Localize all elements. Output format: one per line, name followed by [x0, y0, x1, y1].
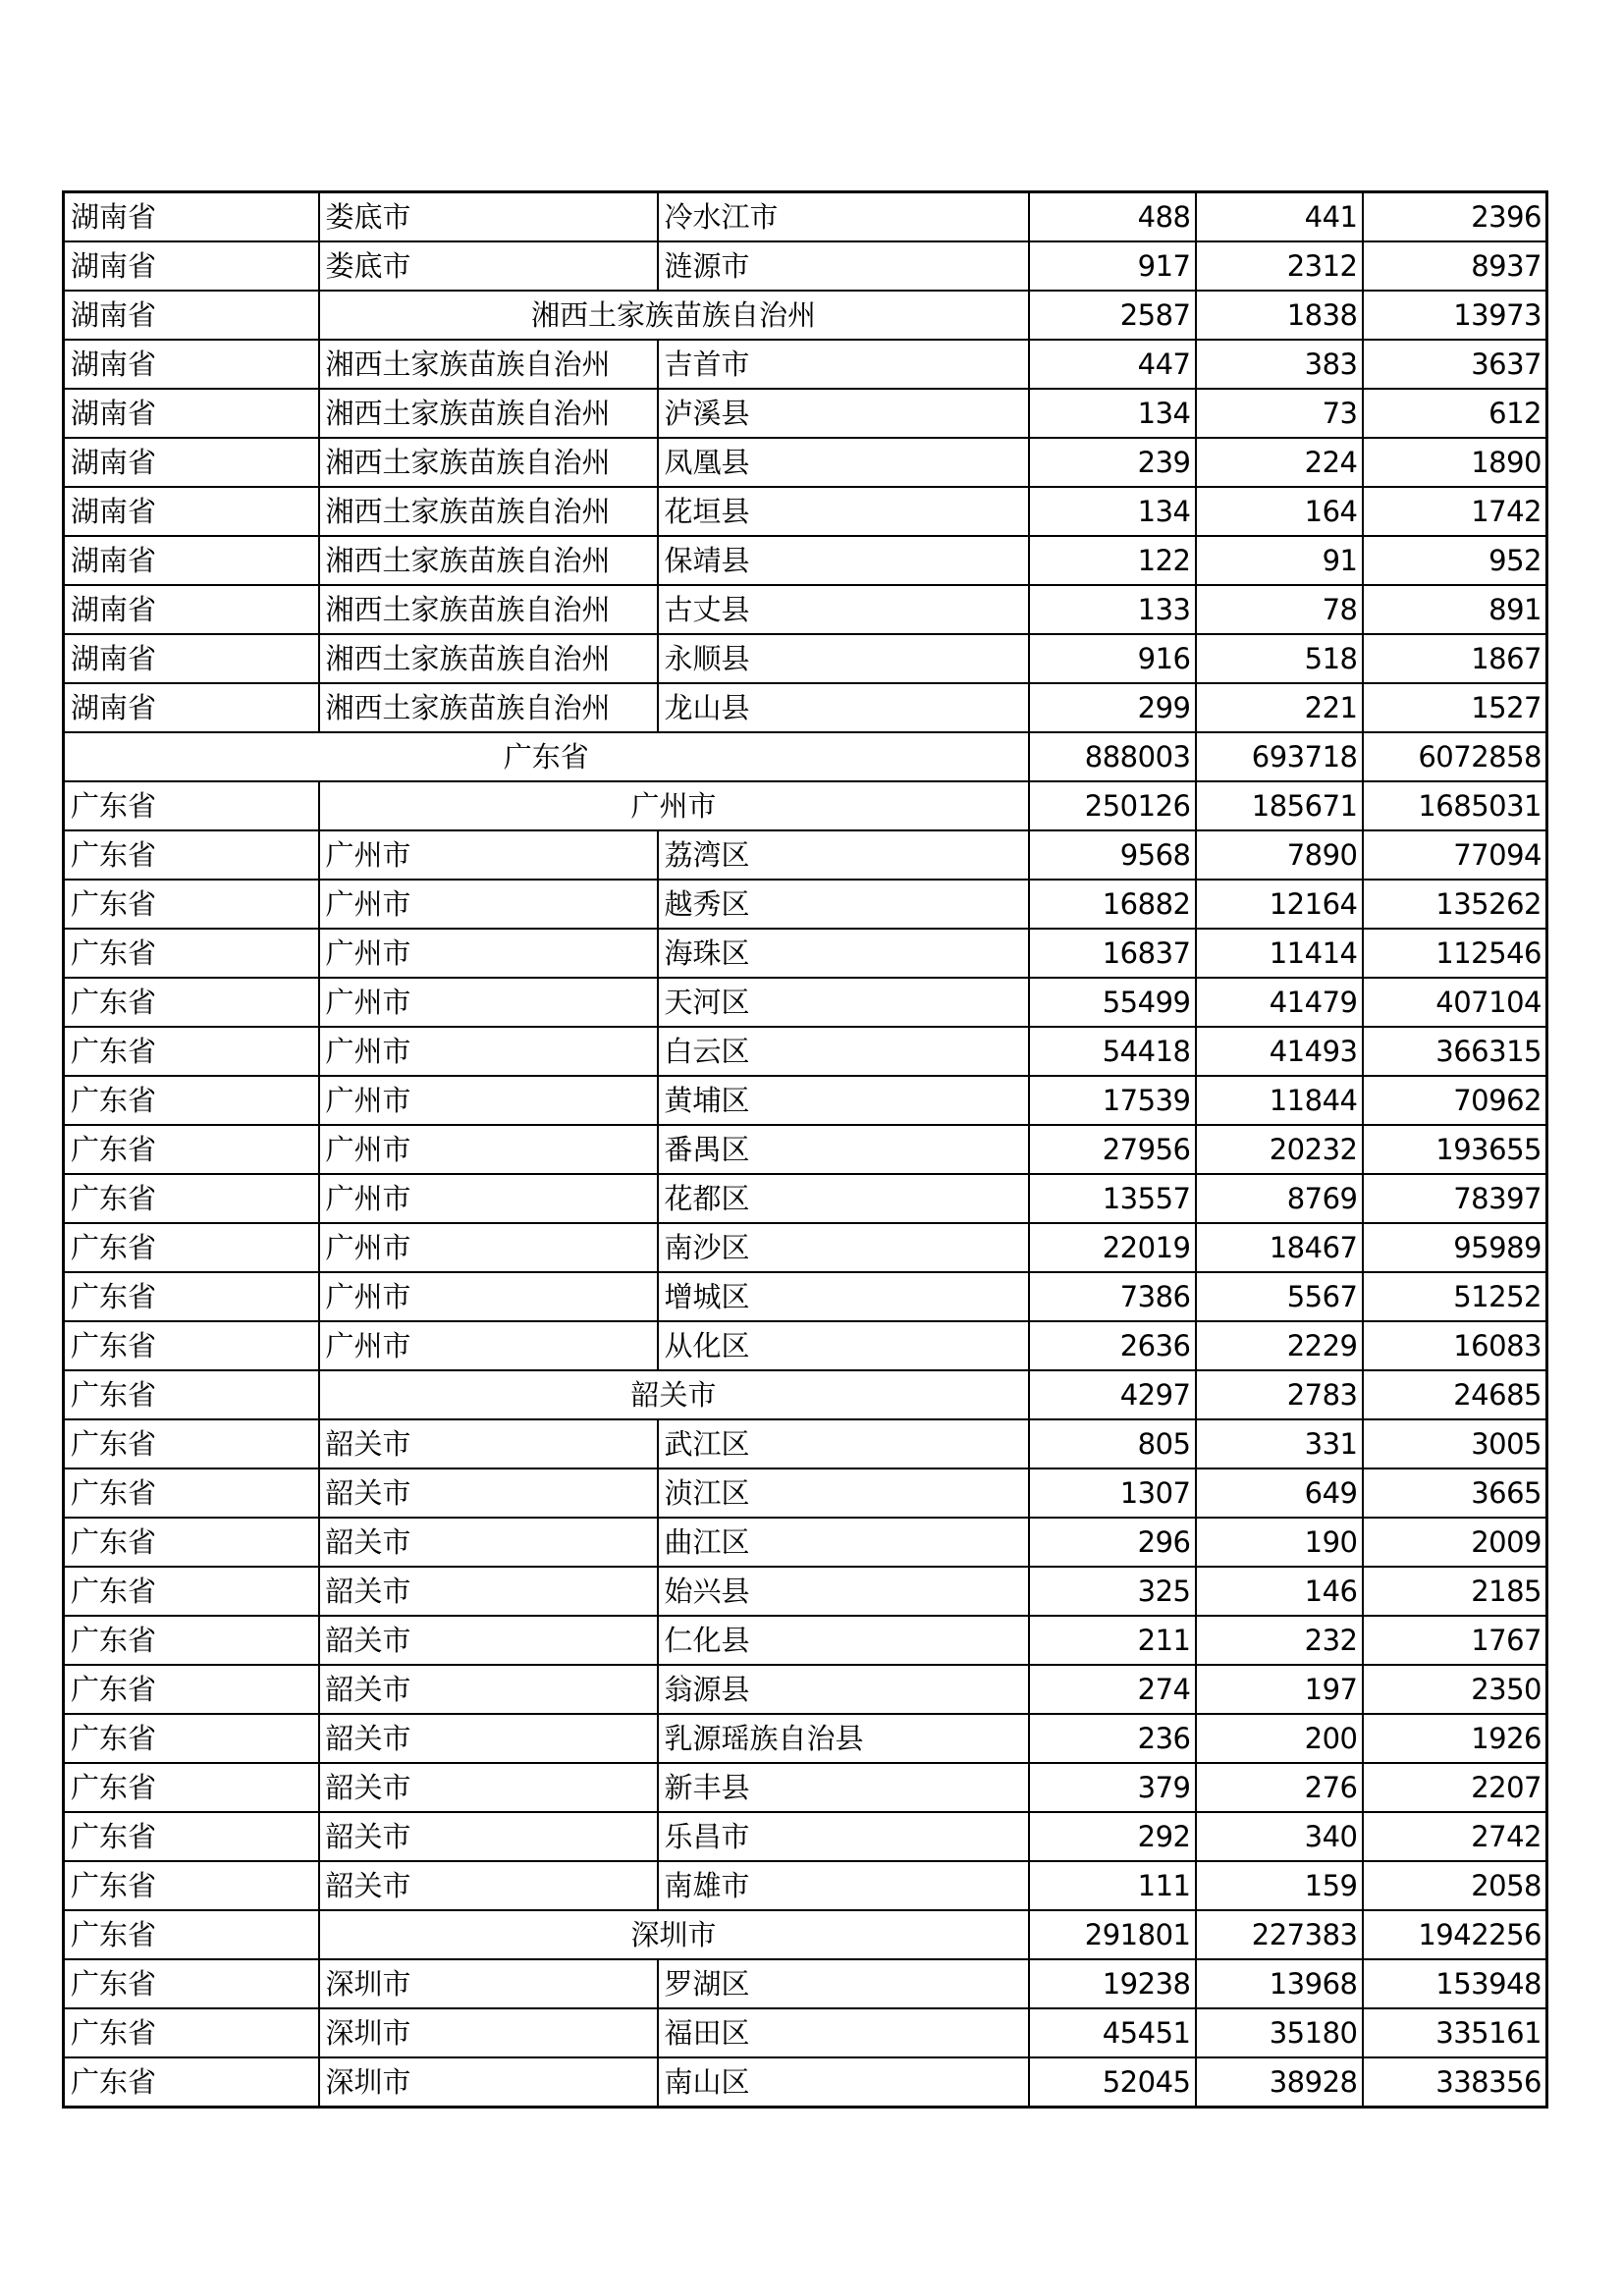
table-row — [64, 1812, 1547, 1861]
value-cell-2: 8769 — [1196, 1174, 1363, 1223]
county-cell: 涟源市 — [658, 241, 1029, 291]
province-cell: 湖南省 — [64, 241, 319, 291]
value-cell-3: 3637 — [1363, 340, 1547, 389]
value-cell-2: 18467 — [1196, 1223, 1363, 1272]
city-cell: 广州市 — [319, 880, 658, 929]
county-cell: 翁源县 — [658, 1665, 1029, 1714]
county-cell: 泸溪县 — [658, 389, 1029, 438]
value-cell-1: 17539 — [1029, 1076, 1196, 1125]
province-cell: 广东省 — [64, 1910, 319, 1959]
value-cell-1: 13557 — [1029, 1174, 1196, 1223]
county-cell: 海珠区 — [658, 929, 1029, 978]
value-cell-3: 95989 — [1363, 1223, 1547, 1272]
value-cell-2: 164 — [1196, 487, 1363, 536]
value-cell-3: 612 — [1363, 389, 1547, 438]
value-cell-2: 11844 — [1196, 1076, 1363, 1125]
city-cell: 广州市 — [319, 1125, 658, 1174]
table-row — [64, 1272, 1547, 1321]
value-cell-2: 331 — [1196, 1419, 1363, 1468]
county-cell: 龙山县 — [658, 683, 1029, 732]
value-cell-2: 185671 — [1196, 781, 1363, 830]
county-cell: 曲江区 — [658, 1518, 1029, 1567]
province-cell: 广东省 — [64, 1076, 319, 1125]
city-cell: 深圳市 — [319, 2008, 658, 2057]
province-cell: 广东省 — [64, 1174, 319, 1223]
value-cell-3: 2742 — [1363, 1812, 1547, 1861]
province-cell: 广东省 — [64, 830, 319, 880]
city-cell: 娄底市 — [319, 241, 658, 291]
value-cell-2: 1838 — [1196, 291, 1363, 340]
table-row — [64, 438, 1547, 487]
city-total-cell: 深圳市 — [319, 1910, 1029, 1959]
city-cell: 广州市 — [319, 1076, 658, 1125]
city-cell: 湘西土家族苗族自治州 — [319, 634, 658, 683]
province-cell: 广东省 — [64, 1665, 319, 1714]
county-cell: 乳源瑶族自治县 — [658, 1714, 1029, 1763]
table-row — [64, 732, 1547, 781]
value-cell-1: 917 — [1029, 241, 1196, 291]
province-total-cell: 广东省 — [64, 732, 1029, 781]
city-cell: 娄底市 — [319, 192, 658, 242]
value-cell-1: 379 — [1029, 1763, 1196, 1812]
value-cell-2: 7890 — [1196, 830, 1363, 880]
value-cell-3: 153948 — [1363, 1959, 1547, 2008]
table-row — [64, 1125, 1547, 1174]
table-row — [64, 1419, 1547, 1468]
value-cell-2: 159 — [1196, 1861, 1363, 1910]
value-cell-3: 135262 — [1363, 880, 1547, 929]
province-cell: 广东省 — [64, 1714, 319, 1763]
value-cell-2: 91 — [1196, 536, 1363, 585]
value-cell-1: 7386 — [1029, 1272, 1196, 1321]
table-row — [64, 830, 1547, 880]
value-cell-2: 227383 — [1196, 1910, 1363, 1959]
county-cell: 福田区 — [658, 2008, 1029, 2057]
table-row — [64, 1616, 1547, 1665]
city-cell: 韶关市 — [319, 1665, 658, 1714]
county-cell: 白云区 — [658, 1027, 1029, 1076]
table-row — [64, 1959, 1547, 2008]
value-cell-1: 296 — [1029, 1518, 1196, 1567]
value-cell-1: 133 — [1029, 585, 1196, 634]
county-cell: 武江区 — [658, 1419, 1029, 1468]
province-cell: 广东省 — [64, 1959, 319, 2008]
table-row — [64, 683, 1547, 732]
county-cell: 黄埔区 — [658, 1076, 1029, 1125]
province-cell: 广东省 — [64, 929, 319, 978]
city-cell: 韶关市 — [319, 1468, 658, 1518]
value-cell-2: 232 — [1196, 1616, 1363, 1665]
city-cell: 湘西土家族苗族自治州 — [319, 438, 658, 487]
value-cell-2: 41493 — [1196, 1027, 1363, 1076]
province-cell: 湖南省 — [64, 291, 319, 340]
value-cell-1: 211 — [1029, 1616, 1196, 1665]
table-row — [64, 978, 1547, 1027]
value-cell-3: 1767 — [1363, 1616, 1547, 1665]
city-cell: 广州市 — [319, 1223, 658, 1272]
city-cell: 韶关市 — [319, 1419, 658, 1468]
city-cell: 韶关市 — [319, 1714, 658, 1763]
statistics-table — [62, 190, 1548, 2109]
value-cell-2: 224 — [1196, 438, 1363, 487]
city-total-cell: 广州市 — [319, 781, 1029, 830]
value-cell-3: 1926 — [1363, 1714, 1547, 1763]
city-cell: 湘西土家族苗族自治州 — [319, 389, 658, 438]
value-cell-1: 325 — [1029, 1567, 1196, 1616]
value-cell-2: 11414 — [1196, 929, 1363, 978]
table-row — [64, 2057, 1547, 2108]
county-cell: 花都区 — [658, 1174, 1029, 1223]
value-cell-1: 916 — [1029, 634, 1196, 683]
value-cell-1: 239 — [1029, 438, 1196, 487]
city-cell: 广州市 — [319, 1272, 658, 1321]
table-row — [64, 634, 1547, 683]
table-row — [64, 389, 1547, 438]
province-cell: 广东省 — [64, 1272, 319, 1321]
province-cell: 广东省 — [64, 880, 319, 929]
value-cell-1: 236 — [1029, 1714, 1196, 1763]
value-cell-1: 134 — [1029, 487, 1196, 536]
value-cell-3: 2185 — [1363, 1567, 1547, 1616]
value-cell-1: 22019 — [1029, 1223, 1196, 1272]
province-cell: 广东省 — [64, 1861, 319, 1910]
value-cell-2: 518 — [1196, 634, 1363, 683]
value-cell-1: 16837 — [1029, 929, 1196, 978]
province-cell: 广东省 — [64, 781, 319, 830]
county-cell: 南雄市 — [658, 1861, 1029, 1910]
value-cell-1: 52045 — [1029, 2057, 1196, 2108]
province-cell: 湖南省 — [64, 585, 319, 634]
province-cell: 广东省 — [64, 1567, 319, 1616]
province-cell: 广东省 — [64, 1321, 319, 1370]
value-cell-3: 51252 — [1363, 1272, 1547, 1321]
value-cell-3: 366315 — [1363, 1027, 1547, 1076]
value-cell-2: 197 — [1196, 1665, 1363, 1714]
value-cell-3: 1942256 — [1363, 1910, 1547, 1959]
value-cell-1: 2636 — [1029, 1321, 1196, 1370]
province-cell: 广东省 — [64, 1812, 319, 1861]
value-cell-3: 407104 — [1363, 978, 1547, 1027]
value-cell-1: 488 — [1029, 192, 1196, 242]
province-cell: 湖南省 — [64, 634, 319, 683]
value-cell-1: 134 — [1029, 389, 1196, 438]
city-cell: 广州市 — [319, 830, 658, 880]
value-cell-1: 9568 — [1029, 830, 1196, 880]
table-row — [64, 585, 1547, 634]
table-row — [64, 340, 1547, 389]
province-cell: 湖南省 — [64, 389, 319, 438]
value-cell-2: 38928 — [1196, 2057, 1363, 2108]
county-cell: 仁化县 — [658, 1616, 1029, 1665]
table-row — [64, 1370, 1547, 1419]
value-cell-2: 5567 — [1196, 1272, 1363, 1321]
value-cell-3: 2009 — [1363, 1518, 1547, 1567]
value-cell-2: 276 — [1196, 1763, 1363, 1812]
value-cell-1: 1307 — [1029, 1468, 1196, 1518]
value-cell-3: 952 — [1363, 536, 1547, 585]
table-row — [64, 1567, 1547, 1616]
value-cell-3: 193655 — [1363, 1125, 1547, 1174]
value-cell-2: 190 — [1196, 1518, 1363, 1567]
province-cell: 广东省 — [64, 978, 319, 1027]
province-cell: 广东省 — [64, 1468, 319, 1518]
value-cell-3: 1527 — [1363, 683, 1547, 732]
table-row — [64, 192, 1547, 242]
value-cell-3: 8937 — [1363, 241, 1547, 291]
value-cell-1: 299 — [1029, 683, 1196, 732]
value-cell-1: 27956 — [1029, 1125, 1196, 1174]
value-cell-3: 2058 — [1363, 1861, 1547, 1910]
county-cell: 增城区 — [658, 1272, 1029, 1321]
table-row — [64, 1714, 1547, 1763]
value-cell-2: 78 — [1196, 585, 1363, 634]
value-cell-3: 2396 — [1363, 192, 1547, 242]
value-cell-2: 41479 — [1196, 978, 1363, 1027]
province-cell: 湖南省 — [64, 683, 319, 732]
city-cell: 湘西土家族苗族自治州 — [319, 340, 658, 389]
value-cell-3: 78397 — [1363, 1174, 1547, 1223]
value-cell-2: 649 — [1196, 1468, 1363, 1518]
value-cell-1: 291801 — [1029, 1910, 1196, 1959]
table-row — [64, 1763, 1547, 1812]
value-cell-3: 338356 — [1363, 2057, 1547, 2108]
table-row — [64, 880, 1547, 929]
province-cell: 广东省 — [64, 1419, 319, 1468]
value-cell-1: 274 — [1029, 1665, 1196, 1714]
value-cell-1: 888003 — [1029, 732, 1196, 781]
county-cell: 南沙区 — [658, 1223, 1029, 1272]
county-cell: 冷水江市 — [658, 192, 1029, 242]
table-row — [64, 1518, 1547, 1567]
value-cell-1: 447 — [1029, 340, 1196, 389]
province-cell: 广东省 — [64, 2008, 319, 2057]
city-cell: 韶关市 — [319, 1518, 658, 1567]
county-cell: 越秀区 — [658, 880, 1029, 929]
province-cell: 广东省 — [64, 1616, 319, 1665]
value-cell-2: 340 — [1196, 1812, 1363, 1861]
value-cell-3: 2350 — [1363, 1665, 1547, 1714]
city-cell: 广州市 — [319, 1174, 658, 1223]
value-cell-2: 2312 — [1196, 241, 1363, 291]
county-cell: 始兴县 — [658, 1567, 1029, 1616]
province-cell: 广东省 — [64, 2057, 319, 2108]
value-cell-3: 1742 — [1363, 487, 1547, 536]
value-cell-3: 1867 — [1363, 634, 1547, 683]
value-cell-1: 55499 — [1029, 978, 1196, 1027]
county-cell: 荔湾区 — [658, 830, 1029, 880]
value-cell-3: 3665 — [1363, 1468, 1547, 1518]
value-cell-3: 112546 — [1363, 929, 1547, 978]
city-cell: 广州市 — [319, 1027, 658, 1076]
value-cell-1: 45451 — [1029, 2008, 1196, 2057]
county-cell: 吉首市 — [658, 340, 1029, 389]
value-cell-2: 20232 — [1196, 1125, 1363, 1174]
value-cell-3: 2207 — [1363, 1763, 1547, 1812]
value-cell-2: 383 — [1196, 340, 1363, 389]
city-cell: 深圳市 — [319, 2057, 658, 2108]
city-cell: 韶关市 — [319, 1763, 658, 1812]
province-cell: 广东省 — [64, 1027, 319, 1076]
value-cell-2: 2783 — [1196, 1370, 1363, 1419]
table-row — [64, 929, 1547, 978]
value-cell-3: 3005 — [1363, 1419, 1547, 1468]
table-row — [64, 241, 1547, 291]
city-cell: 韶关市 — [319, 1812, 658, 1861]
table-row — [64, 1076, 1547, 1125]
value-cell-2: 146 — [1196, 1567, 1363, 1616]
city-total-cell: 湘西土家族苗族自治州 — [319, 291, 1029, 340]
city-cell: 韶关市 — [319, 1616, 658, 1665]
value-cell-1: 122 — [1029, 536, 1196, 585]
county-cell: 新丰县 — [658, 1763, 1029, 1812]
city-cell: 湘西土家族苗族自治州 — [319, 536, 658, 585]
county-cell: 凤凰县 — [658, 438, 1029, 487]
value-cell-1: 54418 — [1029, 1027, 1196, 1076]
province-cell: 广东省 — [64, 1370, 319, 1419]
value-cell-3: 6072858 — [1363, 732, 1547, 781]
city-cell: 广州市 — [319, 978, 658, 1027]
value-cell-1: 111 — [1029, 1861, 1196, 1910]
county-cell: 南山区 — [658, 2057, 1029, 2108]
value-cell-3: 13973 — [1363, 291, 1547, 340]
city-cell: 深圳市 — [319, 1959, 658, 2008]
value-cell-2: 13968 — [1196, 1959, 1363, 2008]
city-cell: 韶关市 — [319, 1567, 658, 1616]
county-cell: 保靖县 — [658, 536, 1029, 585]
city-total-cell: 韶关市 — [319, 1370, 1029, 1419]
county-cell: 花垣县 — [658, 487, 1029, 536]
city-cell: 湘西土家族苗族自治州 — [319, 585, 658, 634]
city-cell: 韶关市 — [319, 1861, 658, 1910]
city-cell: 湘西土家族苗族自治州 — [319, 487, 658, 536]
city-cell: 广州市 — [319, 1321, 658, 1370]
table-row — [64, 1174, 1547, 1223]
value-cell-1: 4297 — [1029, 1370, 1196, 1419]
county-cell: 浈江区 — [658, 1468, 1029, 1518]
province-cell: 广东省 — [64, 1763, 319, 1812]
county-cell: 永顺县 — [658, 634, 1029, 683]
province-cell: 广东省 — [64, 1518, 319, 1567]
value-cell-1: 16882 — [1029, 880, 1196, 929]
value-cell-1: 19238 — [1029, 1959, 1196, 2008]
value-cell-1: 2587 — [1029, 291, 1196, 340]
value-cell-3: 1890 — [1363, 438, 1547, 487]
value-cell-3: 891 — [1363, 585, 1547, 634]
value-cell-3: 335161 — [1363, 2008, 1547, 2057]
table-row — [64, 291, 1547, 340]
province-cell: 湖南省 — [64, 192, 319, 242]
table-row — [64, 1910, 1547, 1959]
table-body — [64, 192, 1547, 2108]
province-cell: 广东省 — [64, 1223, 319, 1272]
city-cell: 湘西土家族苗族自治州 — [319, 683, 658, 732]
province-cell: 湖南省 — [64, 340, 319, 389]
value-cell-3: 77094 — [1363, 830, 1547, 880]
table-row — [64, 2008, 1547, 2057]
value-cell-3: 70962 — [1363, 1076, 1547, 1125]
county-cell: 番禺区 — [658, 1125, 1029, 1174]
county-cell: 乐昌市 — [658, 1812, 1029, 1861]
table-row — [64, 1321, 1547, 1370]
county-cell: 古丈县 — [658, 585, 1029, 634]
value-cell-2: 2229 — [1196, 1321, 1363, 1370]
value-cell-2: 441 — [1196, 192, 1363, 242]
province-cell: 湖南省 — [64, 536, 319, 585]
value-cell-2: 693718 — [1196, 732, 1363, 781]
table-row — [64, 487, 1547, 536]
city-cell: 广州市 — [319, 929, 658, 978]
value-cell-3: 24685 — [1363, 1370, 1547, 1419]
table-row — [64, 1468, 1547, 1518]
value-cell-2: 221 — [1196, 683, 1363, 732]
value-cell-1: 805 — [1029, 1419, 1196, 1468]
value-cell-3: 16083 — [1363, 1321, 1547, 1370]
province-cell: 湖南省 — [64, 438, 319, 487]
table-row — [64, 1861, 1547, 1910]
county-cell: 从化区 — [658, 1321, 1029, 1370]
value-cell-2: 12164 — [1196, 880, 1363, 929]
table-row — [64, 1223, 1547, 1272]
county-cell: 天河区 — [658, 978, 1029, 1027]
value-cell-1: 250126 — [1029, 781, 1196, 830]
table-row — [64, 1027, 1547, 1076]
value-cell-2: 200 — [1196, 1714, 1363, 1763]
table-row — [64, 1665, 1547, 1714]
value-cell-1: 292 — [1029, 1812, 1196, 1861]
province-cell: 广东省 — [64, 1125, 319, 1174]
county-cell: 罗湖区 — [658, 1959, 1029, 2008]
province-cell: 湖南省 — [64, 487, 319, 536]
value-cell-3: 1685031 — [1363, 781, 1547, 830]
table-row — [64, 781, 1547, 830]
value-cell-2: 73 — [1196, 389, 1363, 438]
table-row — [64, 536, 1547, 585]
value-cell-2: 35180 — [1196, 2008, 1363, 2057]
